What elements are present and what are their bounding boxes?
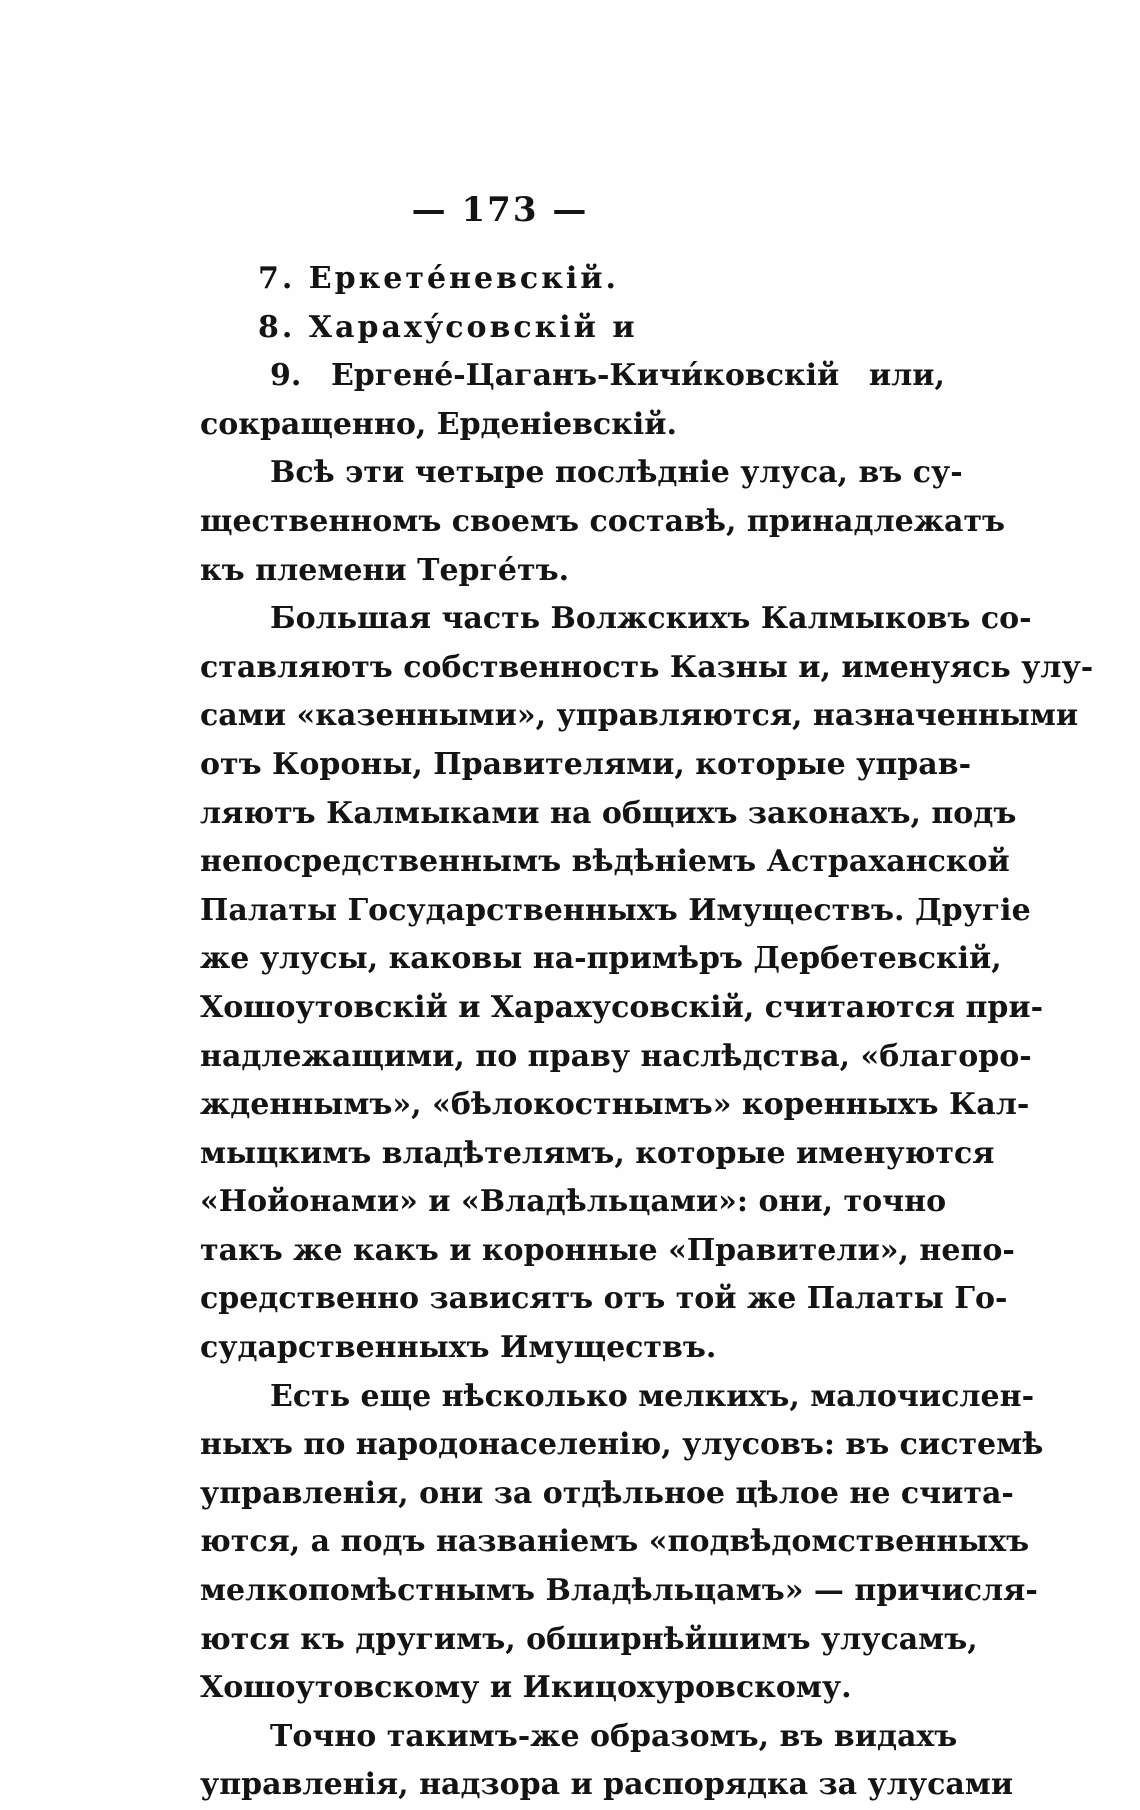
- text-line: сокращенно, Ерденіевскій.: [200, 406, 677, 442]
- text-line: отъ Короны, Правителями, которые управ-: [200, 746, 972, 782]
- paragraph-start: Всѣ эти четыре послѣдніе улуса, въ су-: [270, 455, 963, 491]
- text-line: надлежащими, по праву наслѣдства, «благоро-: [200, 1038, 1032, 1074]
- paragraph-start: Есть еще нѣсколько мелкихъ, малочислен-: [270, 1378, 1035, 1414]
- list-item-7: 7. Еркете́невскій.: [258, 261, 619, 296]
- list-item-9: 9. Ергене́-Цаганъ-Кичи́ковскій или,: [270, 358, 945, 394]
- text-line: ляютъ Калмыками на общихъ законахъ, подъ: [200, 795, 1017, 831]
- text-line: ставляютъ собственность Казны и, именуясь улу-: [200, 649, 1094, 685]
- text-line: же улусы, каковы на-примѣръ Дербетевскій,: [200, 941, 1002, 977]
- text-line: «Нойонами» и «Владѣльцами»: они, точно: [200, 1184, 947, 1220]
- text-line: щественномъ своемъ составѣ, принадлежатъ: [200, 503, 1006, 539]
- paragraph-start: Большая часть Волжскихъ Калмыковъ со-: [270, 601, 1032, 637]
- text-line: ются къ другимъ, обширнѣйшимъ улусамъ,: [200, 1621, 978, 1657]
- text-line: Хошоутовскому и Икицохуровскому.: [200, 1670, 852, 1706]
- text-line: непосредственнымъ вѣдѣніемъ Астраханской: [200, 844, 1010, 880]
- text-line: мыцкимъ владѣтелямъ, которые именуются: [200, 1135, 995, 1171]
- text-line: жденнымъ», «бѣлокостнымъ» коренныхъ Кал-: [200, 1087, 1030, 1123]
- text-line: сударственныхъ Имуществъ.: [200, 1330, 717, 1366]
- text-line: сами «казенными», управляются, назначенными: [200, 698, 1079, 734]
- text-line: управленія, они за отдѣльное цѣлое не счита-: [200, 1475, 1014, 1511]
- text-line: мелкопомѣстнымъ Владѣльцамъ» — причисля-: [200, 1573, 1038, 1609]
- page-number: — 173 —: [411, 190, 589, 230]
- text-line: такъ же какъ и коронные «Правители», непо-: [200, 1232, 1015, 1268]
- paragraph-start: Точно такимъ-же образомъ, въ видахъ: [270, 1718, 958, 1754]
- body-text: [200, 255, 1094, 1810]
- text-line: Палаты Государственныхъ Имуществъ. Другіе: [200, 892, 1031, 928]
- text-line: ныхъ по народонаселенію, улусовъ: въ системѣ: [200, 1427, 1044, 1463]
- list-item-8: 8. Харахýсовскій и: [258, 309, 638, 345]
- text-line: управленія, надзора и распорядка за улусами: [200, 1767, 1014, 1803]
- text-line: средственно зависятъ отъ той же Палаты Го-: [200, 1281, 1008, 1317]
- text-line: къ племени Терге́тъ.: [200, 552, 570, 588]
- text-line: ются, а подъ названіемъ «подвѣдомственныхъ: [200, 1524, 1030, 1560]
- text-line: Хошоутовскій и Харахусовскій, считаются при-: [200, 989, 1044, 1025]
